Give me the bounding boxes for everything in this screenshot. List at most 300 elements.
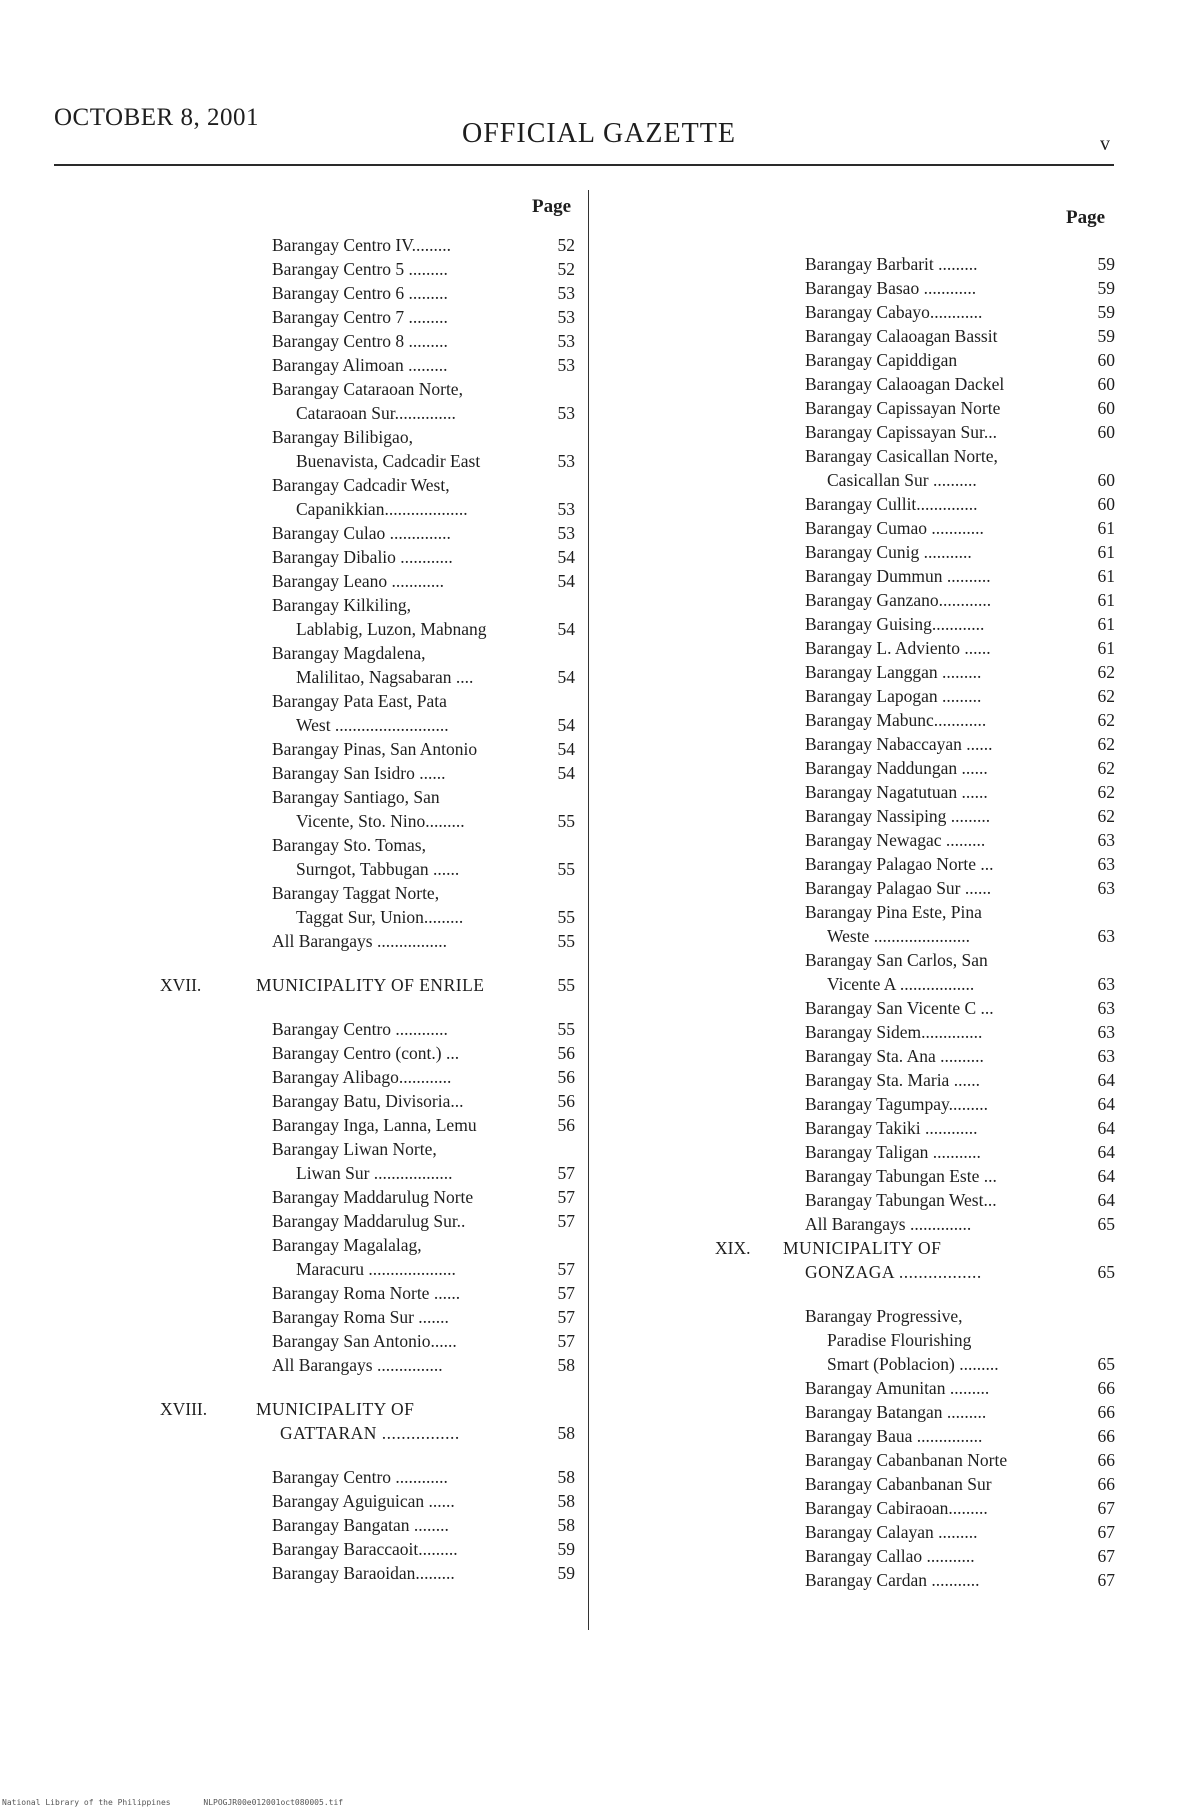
entry-text: Vicente A .................: [827, 974, 975, 994]
index-entry: [715, 1140, 1115, 1164]
entry-page: 58: [557, 1491, 575, 1511]
header-rule: [54, 164, 1114, 166]
entry-page: 53: [557, 499, 575, 519]
index-entry: [160, 905, 575, 929]
entry-text: Barangay San Antonio......: [272, 1331, 457, 1351]
index-entry: [160, 1065, 575, 1089]
entry-page: 61: [1097, 614, 1115, 634]
index-entry: [160, 665, 575, 689]
index-entry: [715, 1044, 1115, 1068]
index-entry: [715, 1164, 1115, 1188]
index-entry: [715, 1520, 1115, 1544]
index-entry: [715, 1328, 1115, 1352]
entry-page: 57: [557, 1163, 575, 1183]
entry-page: 65: [1097, 1214, 1115, 1234]
index-entry: [715, 876, 1115, 900]
index-entry: [160, 1257, 575, 1281]
entry-page: 53: [557, 355, 575, 375]
entry-text: Barangay Naddungan ......: [805, 758, 988, 778]
entry-page: 59: [1097, 278, 1115, 298]
entry-text: Vicente, Sto. Nino.........: [296, 811, 465, 831]
entry-page: 60: [1097, 398, 1115, 418]
index-entry: [715, 900, 1115, 924]
entry-page: 66: [1097, 1426, 1115, 1446]
section-number: XIX.: [715, 1238, 751, 1258]
index-entry: [160, 257, 575, 281]
entry-text: Barangay Baua ...............: [805, 1426, 983, 1446]
entry-page: 57: [557, 1211, 575, 1231]
index-entry: [715, 1260, 1115, 1284]
entry-page: 66: [1097, 1474, 1115, 1494]
entry-text: Barangay Aguiguican ......: [272, 1491, 455, 1511]
entry-text: Barangay Cabanbanan Sur: [805, 1474, 992, 1494]
entry-text: Barangay Baraccaoit.........: [272, 1539, 458, 1559]
index-entry: [715, 324, 1115, 348]
index-entry: [715, 348, 1115, 372]
entry-text: Barangay Roma Sur .......: [272, 1307, 449, 1327]
entry-text: Barangay Inga, Lanna, Lemu: [272, 1115, 477, 1135]
entry-text: Barangay Centro 6 .........: [272, 283, 448, 303]
index-entry: [160, 281, 575, 305]
index-entry: [160, 1305, 575, 1329]
entry-page: 64: [1097, 1094, 1115, 1114]
entry-text: Barangay Magdalena,: [272, 643, 426, 663]
entry-text: Barangay Batangan .........: [805, 1402, 987, 1422]
entry-page: 65: [1097, 1354, 1115, 1374]
entry-page: 56: [557, 1067, 575, 1087]
index-entry: [160, 353, 575, 377]
index-entry: [715, 396, 1115, 420]
index-entry: [160, 425, 575, 449]
entry-page: 53: [557, 331, 575, 351]
entry-text: Barangay Nabaccayan ......: [805, 734, 993, 754]
index-entry: [160, 617, 575, 641]
entry-page: 52: [557, 259, 575, 279]
entry-text: Barangay Maddarulug Sur..: [272, 1211, 466, 1231]
index-entry: [160, 593, 575, 617]
entry-page: 55: [557, 859, 575, 879]
entry-page: 58: [557, 1515, 575, 1535]
entry-page: 55: [557, 907, 575, 927]
left-page-heading: Page: [532, 196, 572, 217]
issue-date: OCTOBER 8, 2001: [54, 104, 259, 131]
municipality-heading: GATTARAN ................: [280, 1423, 460, 1443]
index-entry: [160, 401, 575, 425]
entry-page: 57: [557, 1259, 575, 1279]
entry-text: Capanikkian...................: [296, 499, 468, 519]
entry-text: Barangay Basao ............: [805, 278, 977, 298]
scan-footer: [2, 1798, 371, 1807]
index-entry: [160, 1113, 575, 1137]
index-entry: [715, 1544, 1115, 1568]
entry-page: 63: [1097, 854, 1115, 874]
entry-text: Barangay Cabiraoan.........: [805, 1498, 988, 1518]
entry-text: West ..........................: [296, 715, 449, 735]
entry-page: 61: [1097, 518, 1115, 538]
entry-page: 53: [557, 523, 575, 543]
entry-text: Surngot, Tabbugan ......: [296, 859, 460, 879]
index-entry: [160, 497, 575, 521]
entry-page: 53: [557, 283, 575, 303]
index-entry: [160, 929, 575, 953]
right-index-column: [715, 252, 1115, 1592]
scan-filename: NLPOGJR00e012001oct080005.tif: [203, 1798, 344, 1807]
entry-text: All Barangays ................: [272, 931, 447, 951]
entry-page: 62: [1097, 662, 1115, 682]
index-entry: [715, 1496, 1115, 1520]
entry-page: 63: [1097, 878, 1115, 898]
index-entry: [715, 1400, 1115, 1424]
entry-page: 57: [557, 1331, 575, 1351]
entry-text: Casicallan Sur ..........: [827, 470, 977, 490]
entry-text: Barangay Cullit..............: [805, 494, 978, 514]
entry-text: Lablabig, Luzon, Mabnang: [296, 619, 487, 639]
entry-text: Barangay Tagumpay.........: [805, 1094, 988, 1114]
index-entry: [160, 1233, 575, 1257]
index-entry: [715, 564, 1115, 588]
entry-text: Barangay Amunitan .........: [805, 1378, 990, 1398]
entry-text: Barangay Tabungan Este ...: [805, 1166, 997, 1186]
index-entry: [160, 1353, 575, 1377]
entry-page: 63: [1097, 830, 1115, 850]
index-entry: [715, 708, 1115, 732]
index-entry: [160, 233, 575, 257]
entry-text: Barangay Nassiping .........: [805, 806, 991, 826]
entry-text: Smart (Poblacion) .........: [827, 1354, 999, 1374]
index-entry: [715, 444, 1115, 468]
entry-text: Barangay Dibalio ............: [272, 547, 453, 567]
entry-text: Weste ......................: [827, 926, 970, 946]
index-entry: [160, 449, 575, 473]
index-entry: [160, 1421, 575, 1445]
entry-text: Barangay Cataraoan Norte,: [272, 379, 463, 399]
entry-text: Malilitao, Nagsabaran ....: [296, 667, 474, 687]
entry-text: Barangay Pata East, Pata: [272, 691, 447, 711]
entry-page: 61: [1097, 542, 1115, 562]
index-entry: [715, 996, 1115, 1020]
entry-page: 64: [1097, 1118, 1115, 1138]
index-entry: [160, 473, 575, 497]
index-entry: [160, 689, 575, 713]
entry-page: 61: [1097, 638, 1115, 658]
entry-page: 55: [557, 1019, 575, 1039]
entry-text: Barangay Capissayan Sur...: [805, 422, 997, 442]
index-entry: [715, 516, 1115, 540]
index-entry: [160, 1185, 575, 1209]
library-credit: National Library of the Philippines: [2, 1798, 171, 1807]
entry-text: Barangay Callao ...........: [805, 1546, 975, 1566]
entry-page: 64: [1097, 1142, 1115, 1162]
entry-page: 66: [1097, 1402, 1115, 1422]
entry-text: Barangay Alimoan .........: [272, 355, 448, 375]
index-entry: [715, 660, 1115, 684]
entry-page: 59: [1097, 326, 1115, 346]
municipality-heading: MUNICIPALITY OF: [783, 1238, 942, 1258]
entry-text: Barangay Centro (cont.) ...: [272, 1043, 460, 1063]
entry-page: 60: [1097, 422, 1115, 442]
index-entry: [160, 1489, 575, 1513]
entry-page: 55: [557, 931, 575, 951]
entry-page: 67: [1097, 1522, 1115, 1542]
entry-text: Barangay Nagatutuan ......: [805, 782, 988, 802]
entry-page: 53: [557, 403, 575, 423]
index-entry: [715, 780, 1115, 804]
entry-page: 67: [1097, 1546, 1115, 1566]
entry-page: 58: [557, 1423, 575, 1443]
index-entry: [715, 1376, 1115, 1400]
entry-text: Barangay Batu, Divisoria...: [272, 1091, 464, 1111]
entry-page: 63: [1097, 974, 1115, 994]
entry-page: 60: [1097, 374, 1115, 394]
entry-page: 54: [557, 715, 575, 735]
entry-text: All Barangays ..............: [805, 1214, 972, 1234]
index-entry: [715, 1068, 1115, 1092]
entry-text: Barangay Sto. Tomas,: [272, 835, 426, 855]
entry-page: 54: [557, 763, 575, 783]
entry-page: 62: [1097, 806, 1115, 826]
entry-text: Barangay Takiki ............: [805, 1118, 978, 1138]
index-entry: [715, 1212, 1115, 1236]
entry-text: Barangay Maddarulug Norte: [272, 1187, 474, 1207]
index-entry: [715, 300, 1115, 324]
index-entry: [715, 1352, 1115, 1376]
index-entry: [160, 1537, 575, 1561]
entry-text: Liwan Sur ..................: [296, 1163, 453, 1183]
entry-text: Barangay Calaoagan Bassit: [805, 326, 998, 346]
index-entry: [160, 973, 575, 997]
entry-text: Barangay Pinas, San Antonio: [272, 739, 478, 759]
entry-page: 63: [1097, 1046, 1115, 1066]
entry-page: 66: [1097, 1378, 1115, 1398]
entry-text: Barangay Cadcadir West,: [272, 475, 450, 495]
entry-page: 63: [1097, 998, 1115, 1018]
entry-text: Barangay Cunig ...........: [805, 542, 972, 562]
index-entry: [715, 276, 1115, 300]
entry-page: 56: [557, 1043, 575, 1063]
entry-text: Barangay Centro 5 .........: [272, 259, 448, 279]
entry-text: Barangay San Isidro ......: [272, 763, 446, 783]
index-entry: [715, 252, 1115, 276]
entry-page: 63: [1097, 1022, 1115, 1042]
index-entry: [160, 713, 575, 737]
entry-page: 56: [557, 1115, 575, 1135]
index-entry: [160, 1329, 575, 1353]
index-entry: [715, 828, 1115, 852]
entry-page: 64: [1097, 1190, 1115, 1210]
entry-text: Barangay Magalalag,: [272, 1235, 422, 1255]
index-entry: [715, 1568, 1115, 1592]
municipality-heading: MUNICIPALITY OF: [256, 1399, 415, 1419]
entry-page: 54: [557, 547, 575, 567]
entry-text: Barangay Sta. Maria ......: [805, 1070, 980, 1090]
entry-text: Barangay San Vicente C ...: [805, 998, 994, 1018]
right-page-heading: Page: [1066, 207, 1106, 228]
entry-text: Barangay Taligan ...........: [805, 1142, 981, 1162]
entry-text: Maracuru ....................: [296, 1259, 456, 1279]
entry-page: 55: [557, 975, 575, 995]
entry-text: Barangay San Carlos, San: [805, 950, 988, 970]
entry-text: Barangay Centro ............: [272, 1467, 448, 1487]
municipality-heading: MUNICIPALITY OF ENRILE: [256, 975, 485, 995]
entry-page: 57: [557, 1283, 575, 1303]
entry-page: 60: [1097, 494, 1115, 514]
entry-page: 61: [1097, 590, 1115, 610]
index-entry: [160, 761, 575, 785]
entry-text: Barangay Leano ............: [272, 571, 445, 591]
index-entry: [715, 924, 1115, 948]
entry-page: 59: [557, 1539, 575, 1559]
entry-text: Barangay Cumao ............: [805, 518, 984, 538]
entry-text: Barangay Capissayan Norte: [805, 398, 1001, 418]
entry-text: Paradise Flourishing: [827, 1330, 972, 1350]
index-entry: [160, 521, 575, 545]
entry-page: 62: [1097, 758, 1115, 778]
entry-text: Barangay Bilibigao,: [272, 427, 413, 447]
index-entry: [715, 540, 1115, 564]
index-entry: [160, 1089, 575, 1113]
index-entry: [160, 1161, 575, 1185]
entry-text: Barangay Lapogan .........: [805, 686, 982, 706]
entry-page: 53: [557, 307, 575, 327]
entry-text: Barangay Liwan Norte,: [272, 1139, 437, 1159]
index-entry: [160, 785, 575, 809]
index-entry: [715, 420, 1115, 444]
entry-text: Barangay Centro IV.........: [272, 235, 452, 255]
entry-text: Barangay Cardan ...........: [805, 1570, 980, 1590]
index-entry: [160, 569, 575, 593]
entry-text: Barangay Langgan .........: [805, 662, 982, 682]
entry-page: 62: [1097, 734, 1115, 754]
entry-page: 67: [1097, 1570, 1115, 1590]
entry-text: Barangay Palagao Norte ...: [805, 854, 994, 874]
entry-text: Barangay Cabanbanan Norte: [805, 1450, 1008, 1470]
entry-text: Barangay Dummun ..........: [805, 566, 991, 586]
index-entry: [160, 833, 575, 857]
entry-text: Barangay Kilkiling,: [272, 595, 412, 615]
index-entry: [715, 612, 1115, 636]
entry-page: 53: [557, 451, 575, 471]
index-entry: [160, 881, 575, 905]
index-entry: [160, 857, 575, 881]
entry-page: 58: [557, 1355, 575, 1375]
index-entry: [715, 1304, 1115, 1328]
index-entry: [160, 1561, 575, 1585]
section-number: XVIII.: [160, 1399, 208, 1419]
entry-page: 66: [1097, 1450, 1115, 1470]
entry-text: Barangay Tabungan West...: [805, 1190, 997, 1210]
entry-text: Barangay Mabunc............: [805, 710, 987, 730]
entry-text: Barangay Alibago............: [272, 1067, 452, 1087]
index-entry: [160, 809, 575, 833]
index-entry: [715, 852, 1115, 876]
index-entry: [160, 641, 575, 665]
entry-page: 62: [1097, 710, 1115, 730]
entry-text: Barangay Guising............: [805, 614, 985, 634]
index-entry: [715, 1188, 1115, 1212]
index-entry: [160, 1397, 575, 1421]
index-entry: [715, 732, 1115, 756]
index-entry: [715, 972, 1115, 996]
entry-text: Barangay Newagac .........: [805, 830, 986, 850]
entry-page: 62: [1097, 686, 1115, 706]
index-entry: [715, 492, 1115, 516]
page-number: v: [1100, 133, 1110, 155]
entry-page: 59: [1097, 302, 1115, 322]
entry-text: Barangay Ganzano............: [805, 590, 992, 610]
index-entry: [160, 305, 575, 329]
index-entry: [160, 737, 575, 761]
index-entry: [715, 636, 1115, 660]
index-entry: [160, 1041, 575, 1065]
entry-text: Barangay Bangatan ........: [272, 1515, 449, 1535]
index-entry: [715, 1116, 1115, 1140]
entry-text: Barangay Centro ............: [272, 1019, 448, 1039]
municipality-heading: GONZAGA .................: [805, 1262, 982, 1282]
entry-text: Cataraoan Sur..............: [296, 403, 456, 423]
entry-text: Barangay Capiddigan: [805, 350, 958, 370]
index-entry: [715, 372, 1115, 396]
index-entry: [160, 1137, 575, 1161]
entry-text: Barangay Culao ..............: [272, 523, 451, 543]
entry-page: 65: [1097, 1262, 1115, 1282]
section-number: XVII.: [160, 975, 202, 995]
entry-text: Barangay Roma Norte ......: [272, 1283, 461, 1303]
entry-page: 57: [557, 1187, 575, 1207]
index-entry: [715, 948, 1115, 972]
index-entry: [160, 1281, 575, 1305]
index-entry: [160, 545, 575, 569]
entry-text: Barangay Palagao Sur ......: [805, 878, 992, 898]
index-entry: [160, 1209, 575, 1233]
entry-page: 59: [557, 1563, 575, 1583]
entry-text: Barangay Sta. Ana ..........: [805, 1046, 984, 1066]
index-entry: [160, 329, 575, 353]
entry-text: Barangay Pina Este, Pina: [805, 902, 982, 922]
entry-page: 54: [557, 571, 575, 591]
index-entry: [715, 804, 1115, 828]
entry-text: Barangay Casicallan Norte,: [805, 446, 998, 466]
entry-text: Barangay Centro 8 .........: [272, 331, 448, 351]
entry-text: Taggat Sur, Union.........: [296, 907, 464, 927]
entry-page: 60: [1097, 350, 1115, 370]
index-entry: [715, 468, 1115, 492]
index-entry: [160, 1017, 575, 1041]
entry-page: 56: [557, 1091, 575, 1111]
entry-text: Buenavista, Cadcadir East: [296, 451, 481, 471]
index-entry: [160, 1513, 575, 1537]
index-entry: [715, 1424, 1115, 1448]
entry-page: 64: [1097, 1070, 1115, 1090]
index-entry: [715, 1236, 1115, 1260]
index-entry: [160, 1465, 575, 1489]
entry-text: Barangay Progressive,: [805, 1306, 963, 1326]
column-divider: [588, 190, 589, 1630]
index-entry: [715, 588, 1115, 612]
entry-text: Barangay Calaoagan Dackel: [805, 374, 1005, 394]
publication-title: OFFICIAL GAZETTE: [462, 118, 736, 149]
entry-text: All Barangays ...............: [272, 1355, 443, 1375]
entry-page: 64: [1097, 1166, 1115, 1186]
index-entry: [160, 377, 575, 401]
entry-text: Barangay Cabayo............: [805, 302, 983, 322]
index-entry: [715, 1092, 1115, 1116]
entry-text: Barangay Calayan .........: [805, 1522, 978, 1542]
entry-page: 61: [1097, 566, 1115, 586]
entry-text: Barangay Baraoidan.........: [272, 1563, 455, 1583]
entry-text: Barangay Barbarit .........: [805, 254, 978, 274]
index-entry: [715, 1448, 1115, 1472]
entry-page: 54: [557, 667, 575, 687]
